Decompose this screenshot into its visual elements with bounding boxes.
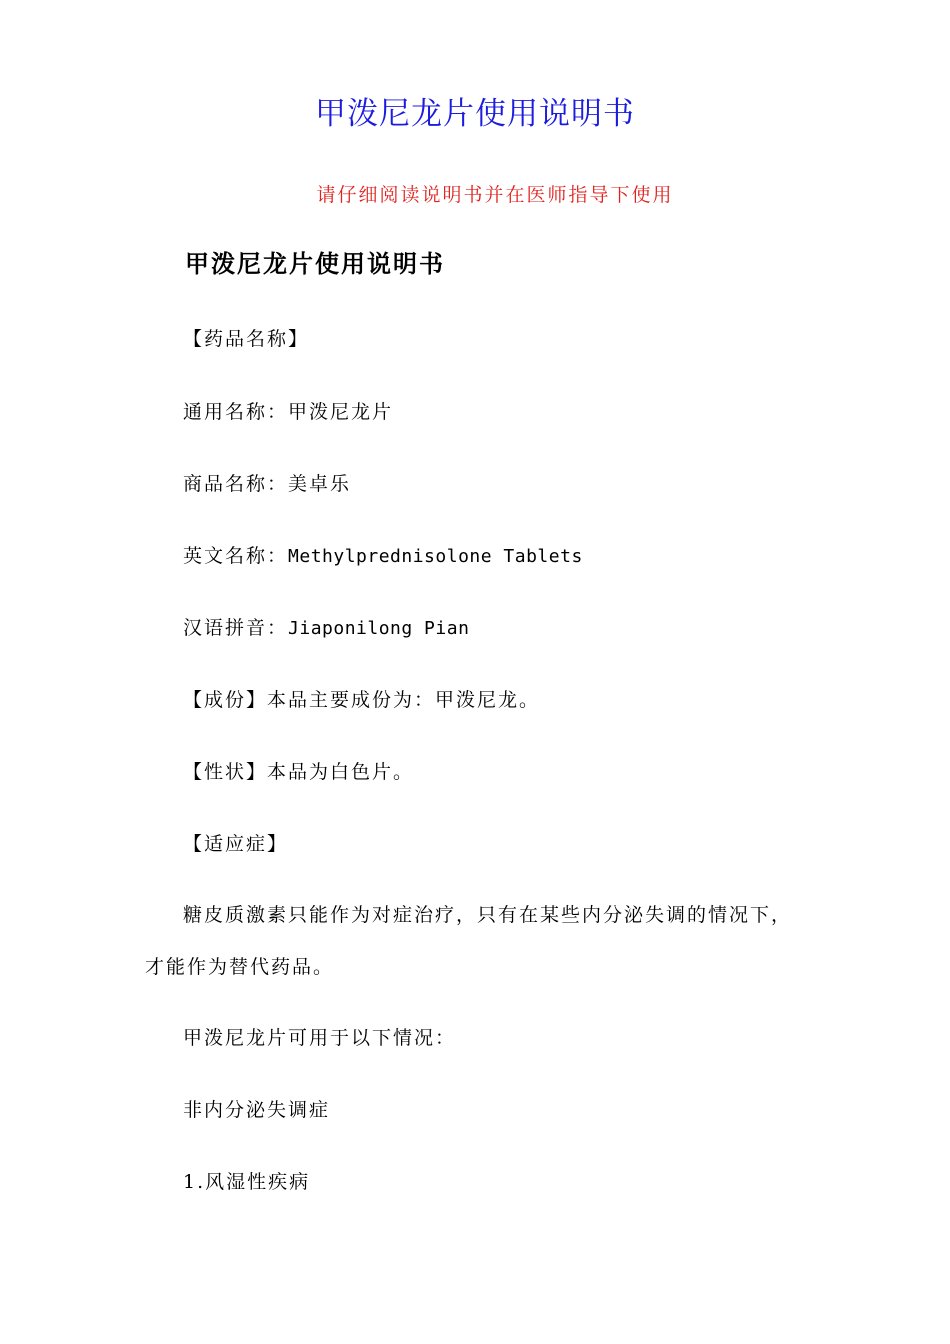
pinyin-name-line [183, 613, 469, 640]
generic-name-line [183, 397, 393, 424]
document-subtitle: 请仔细阅读说明书并在医师指导下使用 [316, 184, 674, 206]
english-name-label: 英文名称： [183, 545, 289, 567]
pinyin-name-value: Jiaponilong Pian [288, 618, 470, 639]
english-name-value: Methylprednisolone Tablets [288, 546, 583, 567]
english-name-line [183, 541, 583, 568]
section-heading: 甲泼尼龙片使用说明书 [185, 249, 445, 278]
composition-line: 【成份】本品主要成份为：甲泼尼龙。 [183, 689, 541, 711]
drug-name-label: 【药品名称】 [183, 328, 310, 350]
indications-label: 【适应症】 [183, 833, 289, 855]
usage-intro-line: 甲泼尼龙片可用于以下情况： [183, 1027, 457, 1049]
trade-name-value: 美卓乐 [288, 473, 352, 495]
list-item: 1.风湿性疾病 [183, 1171, 311, 1193]
trade-name-label: 商品名称： [183, 473, 289, 495]
document-title: 甲泼尼龙片使用说明书 [315, 96, 635, 132]
description-line: 【性状】本品为白色片。 [183, 761, 415, 783]
trade-name-line [183, 469, 351, 496]
indications-paragraph-line-2: 才能作为替代药品。 [145, 956, 335, 978]
generic-name-value: 甲泼尼龙片 [288, 401, 394, 423]
category-line: 非内分泌失调症 [183, 1099, 331, 1121]
generic-name-label: 通用名称： [183, 401, 289, 423]
indications-paragraph-line-1: 糖皮质激素只能作为对症治疗，只有在某些内分泌失调的情况下， [183, 904, 793, 926]
pinyin-name-label: 汉语拼音： [183, 617, 289, 639]
